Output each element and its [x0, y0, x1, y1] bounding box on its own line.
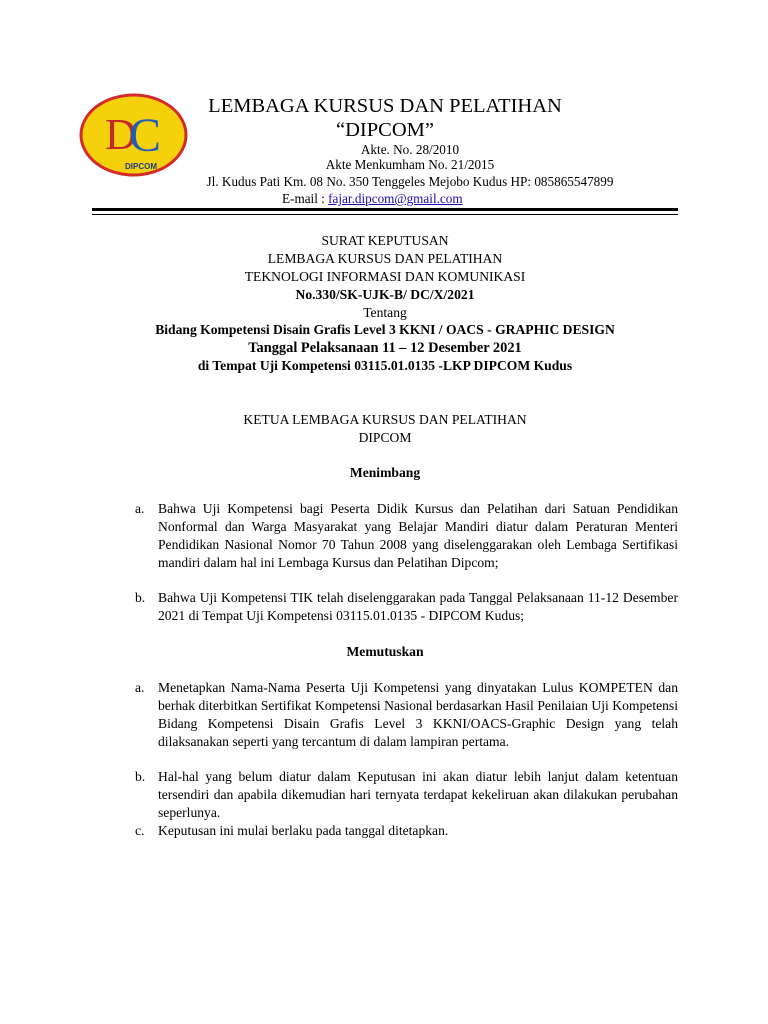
logo-caption: DIPCOM [125, 162, 157, 171]
decree-institution: LEMBAGA KURSUS DAN PELATIHAN [267, 251, 503, 266]
considering-heading: Menimbang [349, 465, 421, 480]
decree-competency-field: Bidang Kompetensi Disain Grafis Level 3 KKNI / OACS - GRAPHIC DESIGN [155, 322, 615, 337]
logo-letter-c: C [129, 109, 162, 162]
decree-date: Tanggal Pelaksanaan 11 – 12 Desember 2021 [248, 340, 522, 356]
address: Jl. Kudus Pati Km. 08 No. 350 Tenggeles Mejobo Kudus HP: 085865547899 [206, 174, 614, 189]
deciding-heading: Memutuskan [346, 644, 424, 659]
header-rule-thick [92, 208, 678, 211]
logo-letter-d: D [105, 110, 137, 159]
list-text: Keputusan ini mulai berlaku pada tanggal ditetapkan. [158, 823, 449, 838]
list-text: Bahwa Uji Kompetensi TIK telah diselenggarakan pada Tanggal Pelaksanaan 11-12 Desember 2021 di Tempat Uji Kompetensi 03115.01.0135 - DIPCOM Kudus; [158, 590, 678, 623]
list-text: Bahwa Uji Kompetensi bagi Peserta Didik Kursus dan Pelatihan dari Satuan Pendidikan Nonformal dan Warga Masyarakat yang Belajar Mandiri diatur dalam Peraturan Menteri Pendidikan Nasional Nomor 70 Tahun 2008 yang diselenggarakan oleh Lembaga Sertifikasi mandiri dalam hal ini Lembaga Kursus dan Pelatihan Dipcom; [158, 501, 678, 570]
decree-about: Tentang [363, 305, 407, 320]
list-text: Hal-hal yang belum diatur dalam Keputusan ini akan diatur lebih lanjut dalam ketentuan tersendiri dan apabila dikemudian hari ternyata terdapat kekeliruan akan dilakukan perubahan seperlunya. [158, 769, 678, 820]
decree-title: SURAT KEPUTUSAN [321, 233, 449, 248]
chair-institution: DIPCOM [358, 430, 412, 445]
header-rule-thin [92, 214, 678, 215]
list-marker: a. [135, 680, 145, 695]
institution-name: LEMBAGA KURSUS DAN PELATIHAN [208, 95, 562, 117]
decree-number: No.330/SK-UJK-B/ DC/X/2021 [295, 287, 475, 302]
list-marker: b. [135, 769, 146, 784]
list-text: Menetapkan Nama-Nama Peserta Uji Kompetensi yang dinyatakan Lulus KOMPETEN dan berhak diterbitkan Sertifikat Kompetensi Nasional berdasarkan Hasil Penilaian Uji Kompetensi Bidang Kompetensi Disain Grafis Level 3 KKNI/OACS-Graphic Design yang telah dilaksanakan seperti yang tercantum di dalam lampiran pertama. [158, 680, 678, 749]
chair-title: KETUA LEMBAGA KURSUS DAN PELATIHAN [243, 412, 527, 427]
list-marker: a. [135, 501, 145, 516]
institution-short-name: “DIPCOM” [336, 119, 434, 141]
email-link[interactable]: fajar.dipcom@gmail.com [328, 191, 463, 206]
akte-number: Akte. No. 28/2010 [360, 142, 460, 157]
decree-place: di Tempat Uji Kompetensi 03115.01.0135 -LKP DIPCOM Kudus [197, 358, 573, 373]
email-label: E-mail : [282, 191, 329, 206]
list-marker: b. [135, 590, 146, 605]
akte-menkumham: Akte Menkumham No. 21/2015 [325, 157, 495, 172]
decree-field: TEKNOLOGI INFORMASI DAN KOMUNIKASI [244, 269, 526, 284]
email-line [282, 192, 463, 205]
list-marker: c. [135, 823, 145, 838]
